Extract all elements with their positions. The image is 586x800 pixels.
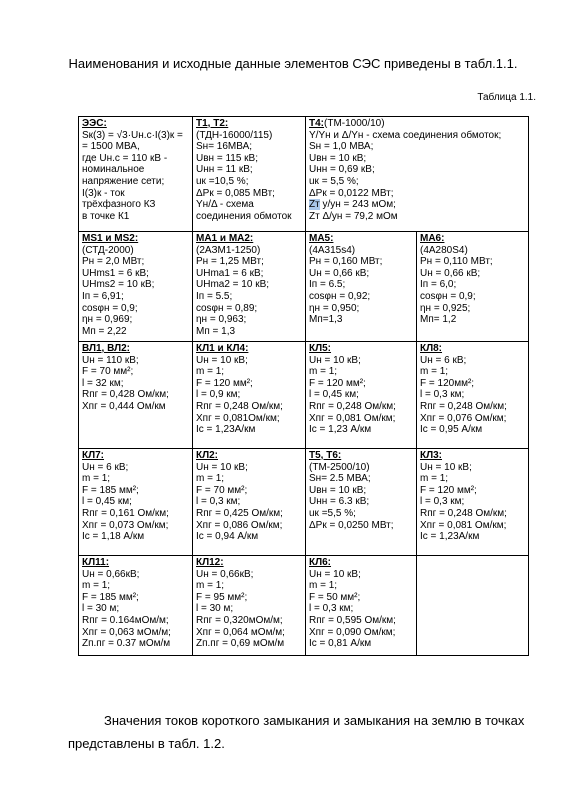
parameter-line: UHma2 = 10 кВ; xyxy=(196,279,270,291)
parameter-line: l = 32 км; xyxy=(82,377,124,389)
parameter-line: Uвн = 10 кВ; xyxy=(309,152,367,164)
parameter-line: F = 185 мм²; xyxy=(82,484,139,496)
cell-heading: КЛ3: xyxy=(420,450,443,461)
parameter-line: (4А315s4) xyxy=(309,244,356,256)
page-heading: Наименования и исходные данные элементов СЭС приведены в табл.1.1. xyxy=(68,56,518,71)
parameter-line: напряжение сети; xyxy=(82,175,165,187)
cell-heading: КЛ7: xyxy=(82,450,105,461)
parameter-line: Rпг = 0,248 Ом/км; xyxy=(420,507,507,519)
cell-ees xyxy=(79,117,193,232)
parameter-line: Ic = 1,23А/км xyxy=(420,531,480,543)
cell-kl6 xyxy=(306,556,417,656)
parameter-line: Uн = 0,66 кВ; xyxy=(420,267,481,279)
parameter-line: Uнн = 6.3 кВ; xyxy=(309,496,370,508)
parameter-line: ΔPк = 0,0250 МВт; xyxy=(309,519,394,531)
parameter-line: uк = 5,5 %; xyxy=(309,175,359,187)
parameter-line: cosφн = 0,9; xyxy=(82,302,138,314)
parameter-line: (2АЗМ1-1250) xyxy=(196,244,261,256)
parameter-line: соединения обмоток xyxy=(196,210,292,222)
parameter-line: l = 30 м; xyxy=(196,603,234,615)
cell-heading: КЛ2: xyxy=(196,450,219,461)
cell-heading: КЛ11: xyxy=(82,557,110,568)
cell-kl12 xyxy=(193,556,306,656)
parameter-line: Mп= 1,2 xyxy=(420,314,457,326)
parameter-line: l = 0,9 км; xyxy=(196,389,241,401)
parameter-line: Uн = 0,66кВ; xyxy=(196,568,254,580)
cell-kl11 xyxy=(79,556,193,656)
parameter-line: cosφн = 0,9; xyxy=(420,290,476,302)
parameter-line: Uн = 10 кВ; xyxy=(196,461,248,473)
cell-ma6 xyxy=(417,232,529,342)
paragraph-line-1: Значения токов короткого замыкания и замыкания на землю в точках xyxy=(104,713,525,728)
parameter-line: Sк(3) = √3·Uн.с·I(3)к = xyxy=(82,129,183,141)
parameter-line: Iп = 6,0; xyxy=(420,279,457,291)
parameter-line: Xпг = 0,063 мОм/м; xyxy=(82,626,171,638)
cell-heading: ВЛ1, ВЛ2: xyxy=(82,343,130,354)
parameter-line: Uн = 110 кВ; xyxy=(82,354,139,366)
parameter-line: = 1500 МВА, xyxy=(82,141,140,153)
parameter-line: uк =10,5 %; xyxy=(196,175,249,187)
cell-kl2 xyxy=(193,449,306,556)
cell-heading: Т4: xyxy=(309,118,324,129)
parameter-line: ηн = 0,963; xyxy=(196,314,247,326)
parameter-line: F = 120 мм²; xyxy=(309,377,366,389)
parameter-line: l = 0,3 км; xyxy=(420,496,465,508)
parameter-line: Pн = 2,0 МВт; xyxy=(82,256,145,268)
parameter-line: Uн = 10 кВ; xyxy=(309,568,361,580)
parameter-line: F = 120мм²; xyxy=(420,377,475,389)
parameter-line: Rпг = 0,428 Ом/км; xyxy=(82,389,169,401)
cell-heading: КЛ6: xyxy=(309,557,332,568)
parameter-line: F = 95 мм²; xyxy=(196,591,248,603)
table-row xyxy=(79,342,529,449)
parameter-line: UHma1 = 6 кВ; xyxy=(196,267,264,279)
parameter-line: Ic = 1,23А/км xyxy=(196,424,256,436)
parameter-line: m = 1; xyxy=(82,580,111,592)
parameter-line: Rпг = 0,248 Ом/км; xyxy=(309,400,396,412)
parameter-line: Xпг = 0,081Ом/км; xyxy=(196,412,280,424)
parameter-line: cosφн = 0,89; xyxy=(196,302,258,314)
parameter-line: m = 1; xyxy=(309,580,338,592)
parameter-line: ΔPк = 0,085 МВт; xyxy=(196,187,275,199)
parameter-line: Xпг = 0,064 мОм/м; xyxy=(196,626,285,638)
parameter-line: Mп = 1,3 xyxy=(196,325,236,337)
parameter-line: (4А280S4) xyxy=(420,244,468,256)
parameter-line: F = 70 мм²; xyxy=(196,484,248,496)
parameter-line: Uн = 0,66кВ; xyxy=(82,568,140,580)
cell-kl8 xyxy=(417,342,529,449)
parameter-line: (ТДН-16000/115) xyxy=(196,129,273,141)
parameter-line: Uн = 0,66 кВ; xyxy=(309,267,370,279)
parameter-line: Xпг = 0,073 Ом/км; xyxy=(82,519,169,531)
parameter-line: F = 120 мм²; xyxy=(420,484,477,496)
parameter-line: F = 50 мм²; xyxy=(309,591,361,603)
parameter-line: Zп.пг = 0.37 мОм/м xyxy=(82,638,171,650)
parameter-line: (ТМ-2500/10) xyxy=(309,461,370,473)
cell-empty xyxy=(417,556,529,656)
parameter-line: l = 0,3 км; xyxy=(196,496,241,508)
cell-heading: КЛ8: xyxy=(420,343,443,354)
parameter-line: Xпг = 0,076 Ом/км; xyxy=(420,412,507,424)
cell-ma5 xyxy=(306,232,417,342)
parameter-line: Ic = 0,94 А/км xyxy=(196,531,259,543)
cell-t1t2 xyxy=(193,117,306,232)
cell-heading: КЛ12: xyxy=(196,557,224,568)
parameter-line: Uвн = 115 кВ; xyxy=(196,152,258,164)
parameter-line: UHms1 = 6 кВ; xyxy=(82,267,149,279)
parameter-line: трёхфазного КЗ xyxy=(82,199,156,211)
parameter-line: ηн = 0,925; xyxy=(420,302,471,314)
parameter-line: Xпг = 0,081 Ом/км; xyxy=(420,519,507,531)
parameter-line: l = 0,45 км; xyxy=(309,389,359,401)
cell-kl5 xyxy=(306,342,417,449)
parameter-line: номинальное xyxy=(82,164,145,176)
parameter-line: m = 1; xyxy=(196,473,225,485)
cell-heading: Т1, Т2: xyxy=(196,118,229,129)
parameter-line: cosφн = 0,92; xyxy=(309,290,371,302)
table-row xyxy=(79,556,529,656)
cell-heading: MS1 и MS2: xyxy=(82,233,139,244)
parameter-line: Pн = 0,160 МВт; xyxy=(309,256,383,268)
parameter-line: Uн = 10 кВ; xyxy=(196,354,248,366)
parameter-line: Xпг = 0,081 Ом/км; xyxy=(309,412,396,424)
parameter-line: Rпг = 0,425 Ом/км; xyxy=(196,507,283,519)
parameter-line: Zп.пг = 0,69 мОм/м xyxy=(196,638,285,650)
parameter-line: Sн= 16МВА; xyxy=(196,141,253,153)
cell-vl xyxy=(79,342,193,449)
parameter-line: Ic = 1,18 А/км xyxy=(82,531,145,543)
parameter-line: Ic = 1,23 А/км xyxy=(309,424,372,436)
parameter-line: l = 30 м; xyxy=(82,603,120,615)
parameter-line: F = 120 мм²; xyxy=(196,377,253,389)
parameter-line: Rпг = 0,161 Ом/км; xyxy=(82,507,169,519)
table-row xyxy=(79,232,529,342)
parameter-line: Xпг = 0,086 Ом/км; xyxy=(196,519,283,531)
parameter-line: UHms2 = 10 кВ; xyxy=(82,279,155,291)
parameter-line: Xпг = 0,444 Ом/км xyxy=(82,400,166,412)
parameter-line: Rпг = 0,248 Ом/км; xyxy=(420,400,507,412)
cell-kl3 xyxy=(417,449,529,556)
table-row xyxy=(79,449,529,556)
cell-ms xyxy=(79,232,193,342)
parameter-line: Pн = 1,25 МВт; xyxy=(196,256,264,268)
parameter-line: Iп = 6.5; xyxy=(309,279,346,291)
parameter-line: l = 0,3 км; xyxy=(309,603,354,615)
cell-heading-model: (ТМ-1000/10) xyxy=(324,118,385,129)
cell-kl7 xyxy=(79,449,193,556)
parameter-line: Uн = 6 кВ; xyxy=(420,354,467,366)
parameter-line: Zт Δ/yн = 79,2 мОм xyxy=(309,210,398,222)
cell-heading: MA1 и MA2: xyxy=(196,233,254,244)
parameter-line: Mп=1,3 xyxy=(309,314,343,326)
parameter-line: Rпг = 0,248 Ом/км; xyxy=(196,400,283,412)
parameter-line: Uн = 10 кВ; xyxy=(420,461,472,473)
cell-t4 xyxy=(306,117,529,232)
parameter-line: Rпг = 0,595 Ом/км; xyxy=(309,614,396,626)
parameter-line: I(3)к - ток xyxy=(82,187,125,199)
parameter-line: F = 70 мм²; xyxy=(82,366,134,378)
paragraph-line-2: представлены в табл. 1.2. xyxy=(68,736,225,751)
parameter-line: m = 1; xyxy=(309,366,338,378)
parameter-line: uк =5,5 %; xyxy=(309,507,356,519)
parameter-line: Zт y/yн = 243 мОм; xyxy=(309,199,396,211)
parameter-line: Ic = 0,81 А/км xyxy=(309,638,372,650)
parameter-line: Rпг = 0,320мОм/м; xyxy=(196,614,283,626)
parameter-line: Uвн = 10 кВ; xyxy=(309,484,367,496)
parameter-line: Pн = 0,110 МВт; xyxy=(420,256,493,268)
parameter-line: Yн/Δ - схема xyxy=(196,199,254,211)
parameter-line: Sн= 2.5 МВА; xyxy=(309,473,371,485)
parameter-line: Ic = 0,95 А/км xyxy=(420,424,483,436)
cell-heading: КЛ5: xyxy=(309,343,332,354)
parameter-line: m = 1; xyxy=(82,473,111,485)
parameter-line: Mп = 2,22 xyxy=(82,325,127,337)
table-row xyxy=(79,117,529,232)
cell-ma xyxy=(193,232,306,342)
cell-t5t6 xyxy=(306,449,417,556)
parameter-line: (СТД-2000) xyxy=(82,244,134,256)
elements-table xyxy=(78,116,529,656)
parameter-line: l = 0,3 км; xyxy=(420,389,465,401)
parameter-line: где Uн.с = 110 кВ - xyxy=(82,152,168,164)
parameter-line: m = 1; xyxy=(196,366,225,378)
parameter-line: Uнн = 11 кВ; xyxy=(196,164,253,176)
cell-heading: ЭЭС: xyxy=(82,118,107,129)
parameter-line: Rпг = 0.164мОм/м; xyxy=(82,614,169,626)
cell-heading: Т5, Т6: xyxy=(309,450,342,461)
parameter-line: ηн = 0,969; xyxy=(82,314,133,326)
parameter-line: Iп = 6,91; xyxy=(82,290,124,302)
parameter-line: ΔPк = 0,0122 МВт; xyxy=(309,187,394,199)
table-caption: Таблица 1.1. xyxy=(477,92,536,103)
parameter-line: m = 1; xyxy=(196,580,225,592)
parameter-line: ηн = 0,950; xyxy=(309,302,360,314)
cell-heading: MA6: xyxy=(420,233,445,244)
cell-kl1kl4 xyxy=(193,342,306,449)
parameter-line: в точке К1 xyxy=(82,210,130,222)
parameter-line: F = 185 мм²; xyxy=(82,591,139,603)
parameter-line: Uн = 10 кВ; xyxy=(309,354,361,366)
parameter-line: m = 1; xyxy=(420,366,449,378)
parameter-line: Y/Yн и Δ/Yн - схема соединения обмоток; xyxy=(309,129,502,141)
parameter-line: Sн = 1,0 МВА; xyxy=(309,141,374,153)
parameter-line: l = 0,45 км; xyxy=(82,496,132,508)
parameter-line: Iп = 5.5; xyxy=(196,290,233,302)
cell-heading: MA5: xyxy=(309,233,334,244)
parameter-line: Uн = 6 кВ; xyxy=(82,461,129,473)
cell-heading: КЛ1 и КЛ4: xyxy=(196,343,249,354)
parameter-line: Xпг = 0,090 Ом/км; xyxy=(309,626,396,638)
parameter-line: m = 1; xyxy=(420,473,449,485)
parameter-line: Uнн = 0,69 кВ; xyxy=(309,164,375,176)
